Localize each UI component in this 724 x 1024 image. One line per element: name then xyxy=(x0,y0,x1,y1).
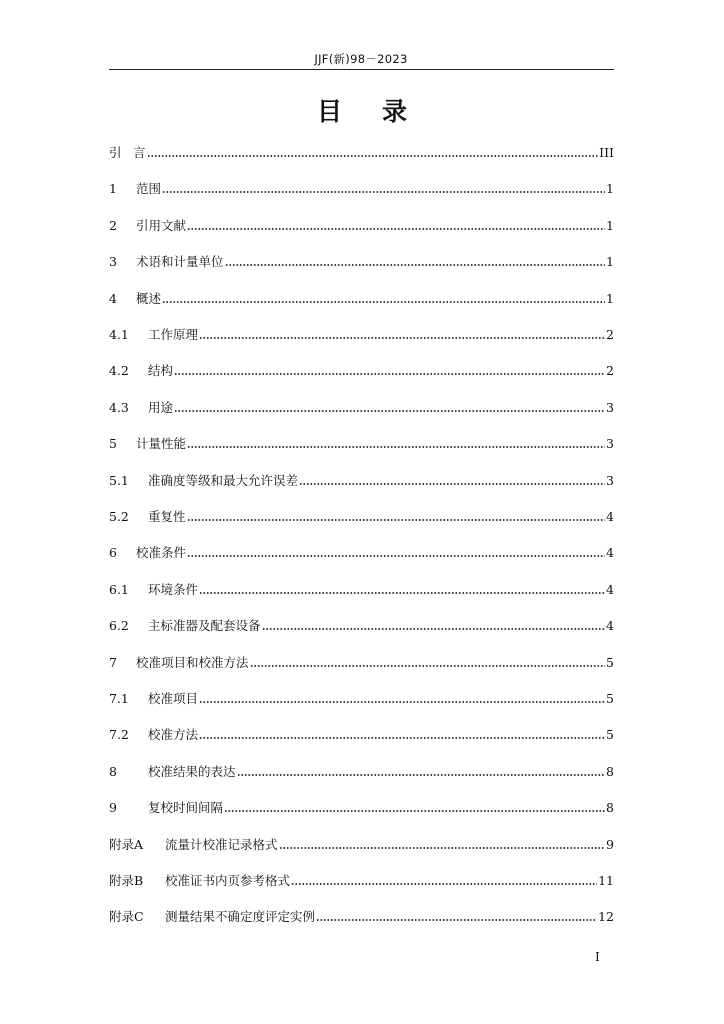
toc-entry-number: 1 xyxy=(109,181,117,197)
toc-entry-page: 5 xyxy=(606,727,614,743)
toc-entry-number: 5.2 xyxy=(109,509,129,524)
page-title xyxy=(0,92,724,128)
toc-leader-dots xyxy=(199,700,605,704)
toc-leader-dots xyxy=(187,518,606,522)
toc-entry-label: 计量性能 xyxy=(136,436,187,452)
title-char-2: 录 xyxy=(382,97,408,126)
toc-entry-page: 1 xyxy=(606,181,614,197)
toc-entry-label: 校准证书内页参考格式 xyxy=(165,873,291,888)
toc-entry-label: 主标准器及配套设备 xyxy=(148,618,261,634)
toc-entry[interactable] xyxy=(109,506,614,526)
toc-entry-number: 附录B xyxy=(109,873,144,888)
toc-entry-page: 2 xyxy=(606,363,614,379)
page-folio: I xyxy=(595,950,600,964)
toc-entry-page: 5 xyxy=(606,691,614,706)
toc-entry-number: 附录A xyxy=(109,836,144,852)
toc-entry[interactable] xyxy=(109,142,614,162)
toc-entry-page: 1 xyxy=(606,290,614,306)
toc-leader-dots xyxy=(199,591,605,595)
toc-entry[interactable] xyxy=(109,288,614,308)
toc-entry-label: 重复性 xyxy=(148,509,186,524)
toc-entry[interactable] xyxy=(109,688,614,708)
toc-entry-page: 4 xyxy=(606,509,614,524)
toc-leader-dots xyxy=(250,664,606,668)
toc-entry-number: 4.3 xyxy=(109,399,129,415)
toc-entry-label: 概述 xyxy=(136,290,162,306)
toc-leader-dots xyxy=(262,627,606,631)
toc-entry[interactable] xyxy=(109,761,614,781)
toc-entry-label: 流量计校准记录格式 xyxy=(165,836,278,852)
toc-leader-dots xyxy=(162,300,605,304)
toc-entry-number: 7 xyxy=(109,654,117,670)
toc-leader-dots xyxy=(199,736,605,740)
toc-entry[interactable] xyxy=(109,724,614,744)
toc-entry-page: III xyxy=(599,145,614,160)
toc-entry-label: 测量结果不确定度评定实例 xyxy=(165,909,316,925)
toc-entry[interactable] xyxy=(109,251,614,271)
toc-entry-page: 4 xyxy=(606,618,614,634)
toc-entry-number: 2 xyxy=(109,217,117,233)
toc-entry-label: 环境条件 xyxy=(148,581,199,597)
toc-entry-label: 言 xyxy=(133,145,146,160)
header-rule xyxy=(109,69,614,70)
toc-entry-page: 3 xyxy=(606,399,614,415)
toc-entry-number: 引 xyxy=(109,145,122,160)
toc-entry[interactable] xyxy=(109,397,614,417)
toc-leader-dots xyxy=(187,227,605,231)
title-char-1: 目 xyxy=(316,97,342,126)
toc-entry-page: 11 xyxy=(598,873,614,888)
toc-leader-dots xyxy=(147,154,599,158)
toc-entry-label: 引用文献 xyxy=(136,217,187,233)
toc-entry[interactable] xyxy=(109,324,614,344)
toc-entry-number: 5.1 xyxy=(109,472,129,488)
toc-entry-number: 5 xyxy=(109,436,117,452)
toc-leader-dots xyxy=(162,190,605,194)
toc-leader-dots xyxy=(279,846,606,850)
toc-entry-label: 校准结果的表达 xyxy=(148,763,236,779)
toc-entry-number: 6.2 xyxy=(109,618,129,634)
toc-leader-dots xyxy=(224,809,605,813)
toc-entry-number: 9 xyxy=(109,800,117,816)
toc-entry[interactable] xyxy=(109,470,614,490)
toc-leader-dots xyxy=(174,372,605,376)
toc-entry[interactable] xyxy=(109,797,614,817)
toc-leader-dots xyxy=(299,482,605,486)
toc-leader-dots xyxy=(237,773,606,777)
toc-entry-number: 8 xyxy=(109,763,117,779)
toc-leader-dots xyxy=(199,336,605,340)
toc-entry-page: 3 xyxy=(606,436,614,452)
toc-entry-page: 1 xyxy=(606,254,614,270)
toc-entry-page: 9 xyxy=(606,836,614,852)
toc-entry-number: 6.1 xyxy=(109,581,129,597)
toc-leader-dots xyxy=(291,882,597,886)
toc-leader-dots xyxy=(174,409,605,413)
toc-entry-page: 2 xyxy=(606,327,614,342)
toc-entry-number: 3 xyxy=(109,254,117,270)
toc-entry-number: 7.1 xyxy=(109,691,129,706)
toc-entry-label: 范围 xyxy=(136,181,162,197)
toc-entry-label: 校准方法 xyxy=(148,727,199,743)
toc-entry-label: 校准项目 xyxy=(148,691,199,706)
toc-entry[interactable] xyxy=(109,215,614,235)
toc-entry-page: 8 xyxy=(606,800,614,816)
toc-entry[interactable] xyxy=(109,906,614,926)
toc-entry-page: 4 xyxy=(606,581,614,597)
toc-entry[interactable] xyxy=(109,542,614,562)
toc-entry-number: 附录C xyxy=(109,909,144,925)
toc-entry-page: 5 xyxy=(606,654,614,670)
toc-leader-dots xyxy=(316,918,597,922)
toc-entry-page: 1 xyxy=(606,217,614,233)
toc-entry[interactable] xyxy=(109,178,614,198)
toc-entry[interactable] xyxy=(109,579,614,599)
toc-entry-page: 12 xyxy=(598,909,614,925)
toc-entry[interactable] xyxy=(109,615,614,635)
toc-entry-number: 4.2 xyxy=(109,363,129,379)
toc-entry-label: 工作原理 xyxy=(148,327,199,342)
toc-entry-page: 4 xyxy=(606,545,614,561)
toc-entry-label: 准确度等级和最大允许误差 xyxy=(148,472,299,488)
toc-entry[interactable] xyxy=(109,834,614,854)
running-header: JJF(新)98－2023 xyxy=(314,52,408,66)
toc-entry-label: 结构 xyxy=(148,363,174,379)
toc-entry-label: 用途 xyxy=(148,399,174,415)
toc-entry[interactable] xyxy=(109,360,614,380)
toc-entry[interactable] xyxy=(109,652,614,672)
toc-entry[interactable] xyxy=(109,433,614,453)
toc-entry-label: 校准项目和校准方法 xyxy=(136,654,249,670)
toc-entry-number: 7.2 xyxy=(109,727,129,743)
toc-entry[interactable] xyxy=(109,870,614,890)
toc-leader-dots xyxy=(187,445,605,449)
toc-entry-number: 6 xyxy=(109,545,117,561)
toc-entry-number: 4 xyxy=(109,290,117,306)
toc-entry-page: 3 xyxy=(606,472,614,488)
toc-entry-number: 4.1 xyxy=(109,327,129,342)
toc-entry-label: 术语和计量单位 xyxy=(136,254,224,270)
toc-entry-label: 复校时间间隔 xyxy=(148,800,224,816)
toc-entry-label: 校准条件 xyxy=(136,545,187,561)
toc-leader-dots xyxy=(225,263,606,267)
toc-leader-dots xyxy=(187,554,605,558)
toc-entry-page: 8 xyxy=(606,763,614,779)
